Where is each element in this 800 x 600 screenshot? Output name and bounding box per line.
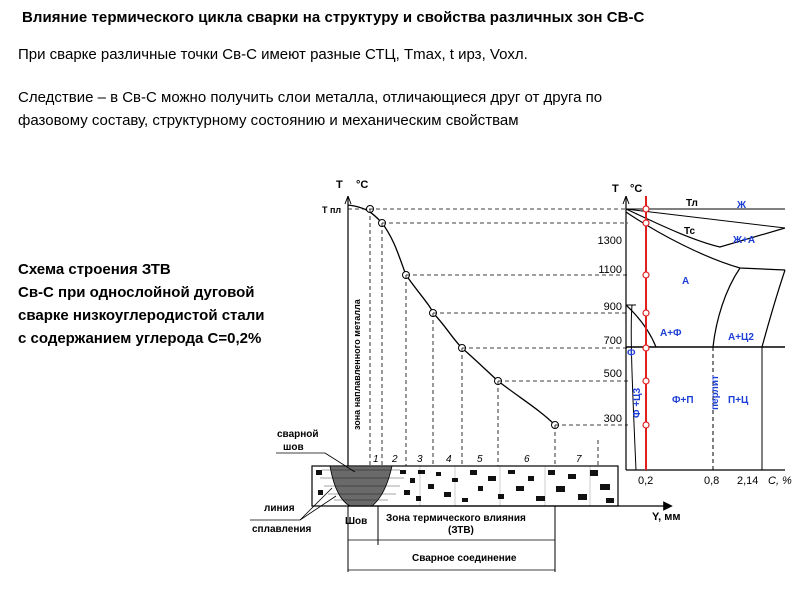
fe-c-diagram xyxy=(598,183,793,487)
horizontal-dashes xyxy=(348,209,628,425)
right-axis-t: T xyxy=(612,183,619,195)
intro-line-2b: фазовому составу, структурному состоянию и механическим свойствам xyxy=(18,112,519,129)
phase-f: Ф xyxy=(627,348,636,359)
zone-1: 1 xyxy=(373,454,379,465)
intro-line-2a: Следствие – в Св-С можно получить слои металла, отличающиеся друг от друга по xyxy=(18,89,603,106)
phase-f-tz: Ф +Ц3 xyxy=(632,387,643,418)
zone-numbers xyxy=(373,454,582,465)
right-axis-celsius: °С xyxy=(630,183,643,195)
scheme-caption-line-2: Св-С при однослойной дуговой xyxy=(18,284,255,301)
phase-atz: А+Ц2 xyxy=(728,332,754,343)
phase-a: А xyxy=(682,276,690,287)
scheme-caption-line-3: сварке низкоуглеродистой стали xyxy=(18,307,265,324)
x-ticks xyxy=(638,475,792,487)
y-axis-label: Y, мм xyxy=(652,511,681,523)
zone-5: 5 xyxy=(477,454,483,465)
tick-500: 500 xyxy=(603,368,622,380)
weld-plate-section xyxy=(312,466,618,506)
scheme-caption-line-1: Схема строения ЗТВ xyxy=(18,261,171,278)
page-title: Влияние термического цикла сварки на структуру и свойства различных зон СВ-С xyxy=(22,9,645,26)
phase-zh: Ж xyxy=(737,200,747,211)
tick-300: 300 xyxy=(603,413,622,425)
line-tc-label: Тс xyxy=(684,226,696,237)
fusion-label-a: линия xyxy=(264,503,295,514)
phase-zh-a: Ж+А xyxy=(733,235,756,246)
phase-af: А+Ф xyxy=(660,328,682,339)
fusion-label-b: сплавления xyxy=(252,524,312,535)
phase-ptz: П+Ц xyxy=(728,395,749,406)
tick-900: 900 xyxy=(603,301,622,313)
x-tick-0-2: 0,2 xyxy=(638,475,654,487)
left-axis-celsius: °С xyxy=(356,179,369,191)
seam-label: Шов xyxy=(345,516,368,527)
zone-7: 7 xyxy=(576,454,582,465)
zone-6: 6 xyxy=(524,454,530,465)
zone-3: 3 xyxy=(417,454,423,465)
phase-fp: Ф+П xyxy=(672,395,694,406)
x-tick-2-14: 2,14 xyxy=(737,475,759,487)
joint-label: Сварное соединение xyxy=(412,553,517,564)
haz-label-a: Зона термического влияния xyxy=(386,513,526,524)
liquidus-line xyxy=(626,209,785,247)
x-axis-label: С, % xyxy=(768,475,792,487)
tick-700: 700 xyxy=(603,335,622,347)
weld-label-a: сварной xyxy=(277,429,319,440)
zone-4: 4 xyxy=(446,454,452,465)
intro-line-1: При сварке различные точки Св-С имеют разные СТЦ, Tmax, t ирз, Voхл. xyxy=(18,46,528,63)
tick-1300: 1300 xyxy=(597,235,622,247)
left-tpl-label: Т пл xyxy=(322,205,342,215)
tick-1100: 1100 xyxy=(598,264,622,276)
x-tick-0-8: 0,8 xyxy=(704,475,720,487)
scheme-caption-line-4: с содержанием углерода С=0,2% xyxy=(18,330,262,347)
weld-label-b: шов xyxy=(283,442,304,453)
line-tl-label: Тл xyxy=(686,198,698,209)
vertical-dashes xyxy=(370,209,598,468)
thermal-cycle-curve xyxy=(348,205,555,425)
phase-perlite: перлит xyxy=(710,375,721,410)
left-vertical-label: зона наплавленного металла xyxy=(352,299,362,430)
zone-2: 2 xyxy=(392,454,398,465)
haz-label-b: (ЗТВ) xyxy=(448,525,474,536)
temp-ticks xyxy=(598,235,622,425)
left-axis-t: T xyxy=(336,179,343,191)
